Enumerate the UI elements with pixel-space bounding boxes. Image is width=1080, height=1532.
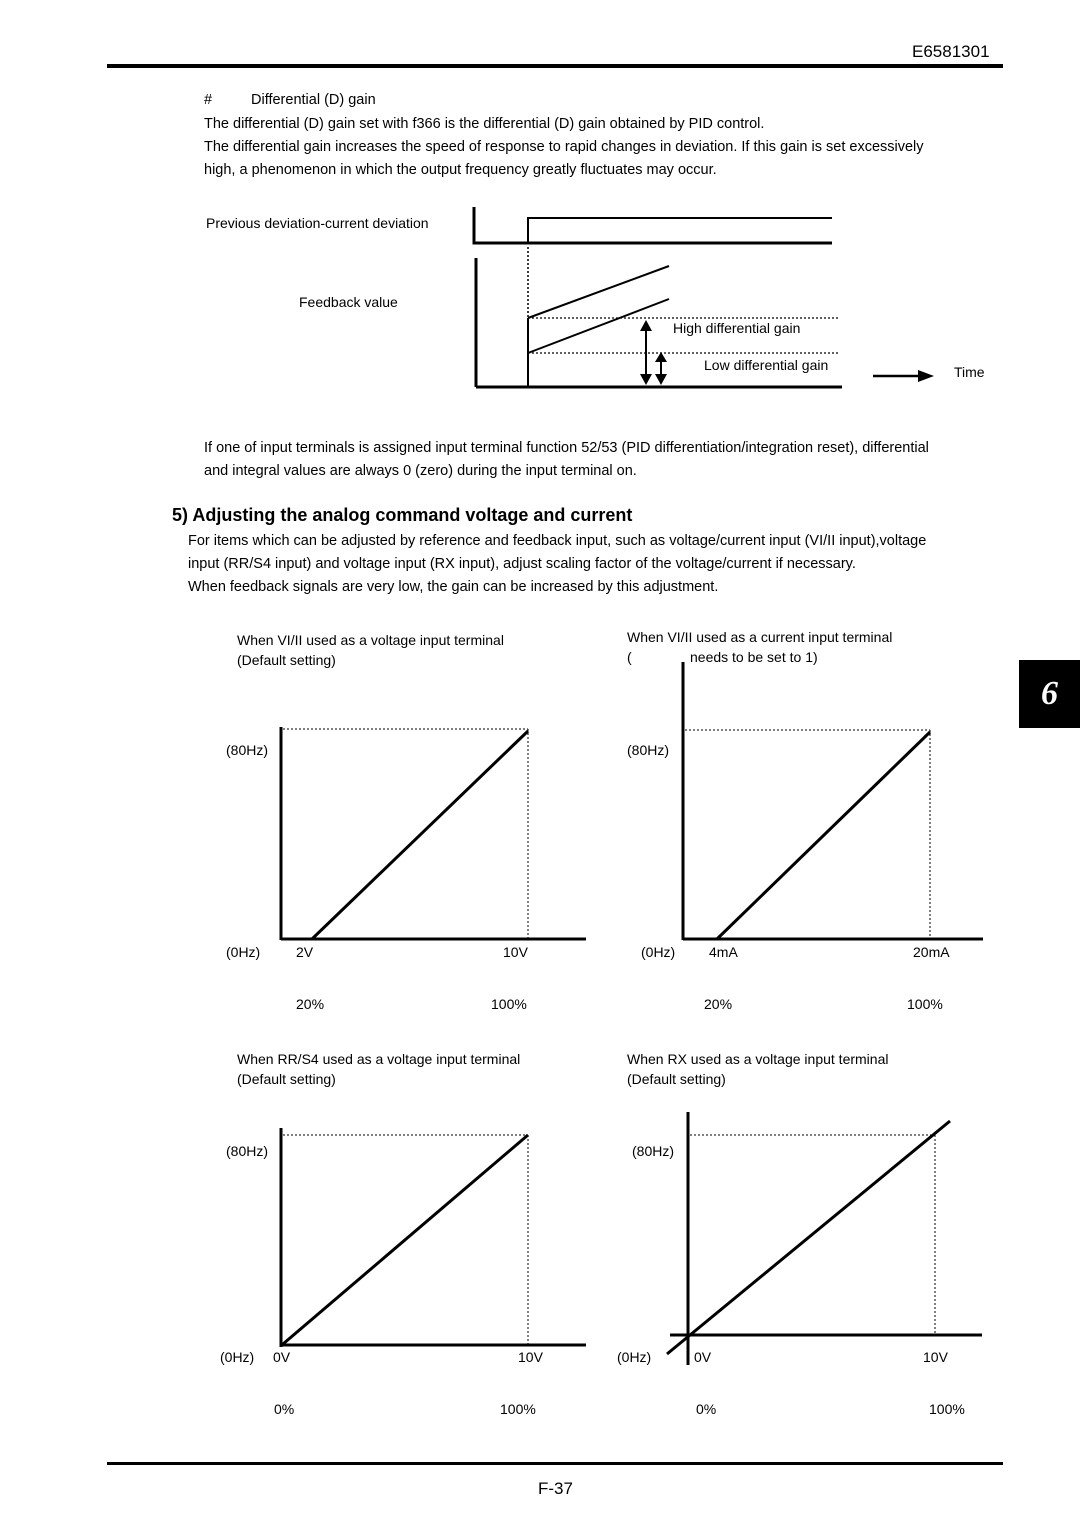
graph4-curve [667,1121,950,1354]
feedback-label: Feedback value [299,294,398,310]
graph1-zero-label: (0Hz) [226,944,261,960]
graph3-top-label: (80Hz) [226,1143,269,1159]
graph3-xmax-label: 10V [518,1349,543,1365]
section-heading: 5) Adjusting the analog command voltage and current [172,505,633,525]
paragraph-line: The differential (D) gain set with f366 is the differential (D) gain obtained by PID control. [204,116,765,132]
graph4-title: When RX used as a voltage input terminal [627,1051,889,1067]
graph3-plot [281,1128,586,1347]
paragraph-line: and integral values are always 0 (zero) during the input terminal on. [204,463,637,479]
graph4-pmax-label: 100% [929,1401,965,1417]
graph1-pmin-label: 20% [296,996,325,1012]
bullet-mark: # [204,92,213,108]
graph1-subtitle: (Default setting) [237,652,336,668]
graph4-xmax-label: 10V [923,1349,948,1365]
graph3-title: When RR/S4 used as a voltage input terminal [237,1051,521,1067]
graph1-xmin-label: 2V [296,944,314,960]
graph1-xmax-label: 10V [503,944,528,960]
graph4-zero-label: (0Hz) [617,1349,652,1365]
graph3-pmax-label: 100% [500,1401,536,1417]
paragraph-line: The differential gain increases the speed of response to rapid changes in deviation. If this gain is set excessively [204,139,924,155]
graph2-subtitle-open: ( [627,649,632,665]
graph1-plot [281,727,586,940]
paragraph-line: high, a phenomenon in which the output frequency greatly fluctuates may occur. [204,162,717,178]
graph2-subtitle: needs to be set to 1) [690,649,818,665]
graph2-plot [683,662,983,940]
graph4-top-label: (80Hz) [632,1143,675,1159]
paragraph-line: input (RR/S4 input) and voltage input (RX input), adjust scaling factor of the voltage/current if necessary. [188,556,856,572]
document-code: E6581301 [912,42,990,61]
graph2-pmax-label: 100% [907,996,943,1012]
high-gain-label: High differential gain [673,320,801,336]
graph3-xmin-label: 0V [273,1349,291,1365]
page-number: F-37 [538,1479,573,1498]
chapter-tab: 6 [1019,660,1080,728]
graph1-curve [312,731,528,939]
graph2-top-label: (80Hz) [627,742,670,758]
graph4-subtitle: (Default setting) [627,1071,726,1087]
graph2-pmin-label: 20% [704,996,733,1012]
time-label: Time [954,364,985,380]
graph1-pmax-label: 100% [491,996,527,1012]
feedback-plot [476,247,934,387]
deviation-label: Previous deviation-current deviation [206,215,429,231]
graph4-pmin-label: 0% [696,1401,717,1417]
graph2-xmin-label: 4mA [709,944,738,960]
deviation-step-plot [474,207,832,243]
high-gain-ramp [528,266,669,318]
graph4-xmin-label: 0V [694,1349,712,1365]
graph4-plot [667,1112,982,1365]
graph2-curve [717,732,930,939]
graph3-pmin-label: 0% [274,1401,295,1417]
paragraph-line: When feedback signals are very low, the gain can be increased by this adjustment. [188,579,719,595]
graph2-title: When VI/II used as a current input terminal [627,629,893,645]
subsection-title: Differential (D) gain [251,92,376,108]
paragraph-line: For items which can be adjusted by reference and feedback input, such as voltage/current input (VI/II input),voltage [188,533,927,549]
graph2-zero-label: (0Hz) [641,944,676,960]
graph2-xmax-label: 20mA [913,944,950,960]
graph3-curve [283,1135,528,1344]
deviation-step [528,218,832,243]
graph1-top-label: (80Hz) [226,742,269,758]
graph3-zero-label: (0Hz) [220,1349,255,1365]
graph3-subtitle: (Default setting) [237,1071,336,1087]
paragraph-line: If one of input terminals is assigned input terminal function 52/53 (PID differentiation/integration reset), differential [204,440,929,456]
graph1-title: When VI/II used as a voltage input terminal [237,632,504,648]
low-gain-label: Low differential gain [704,357,829,373]
